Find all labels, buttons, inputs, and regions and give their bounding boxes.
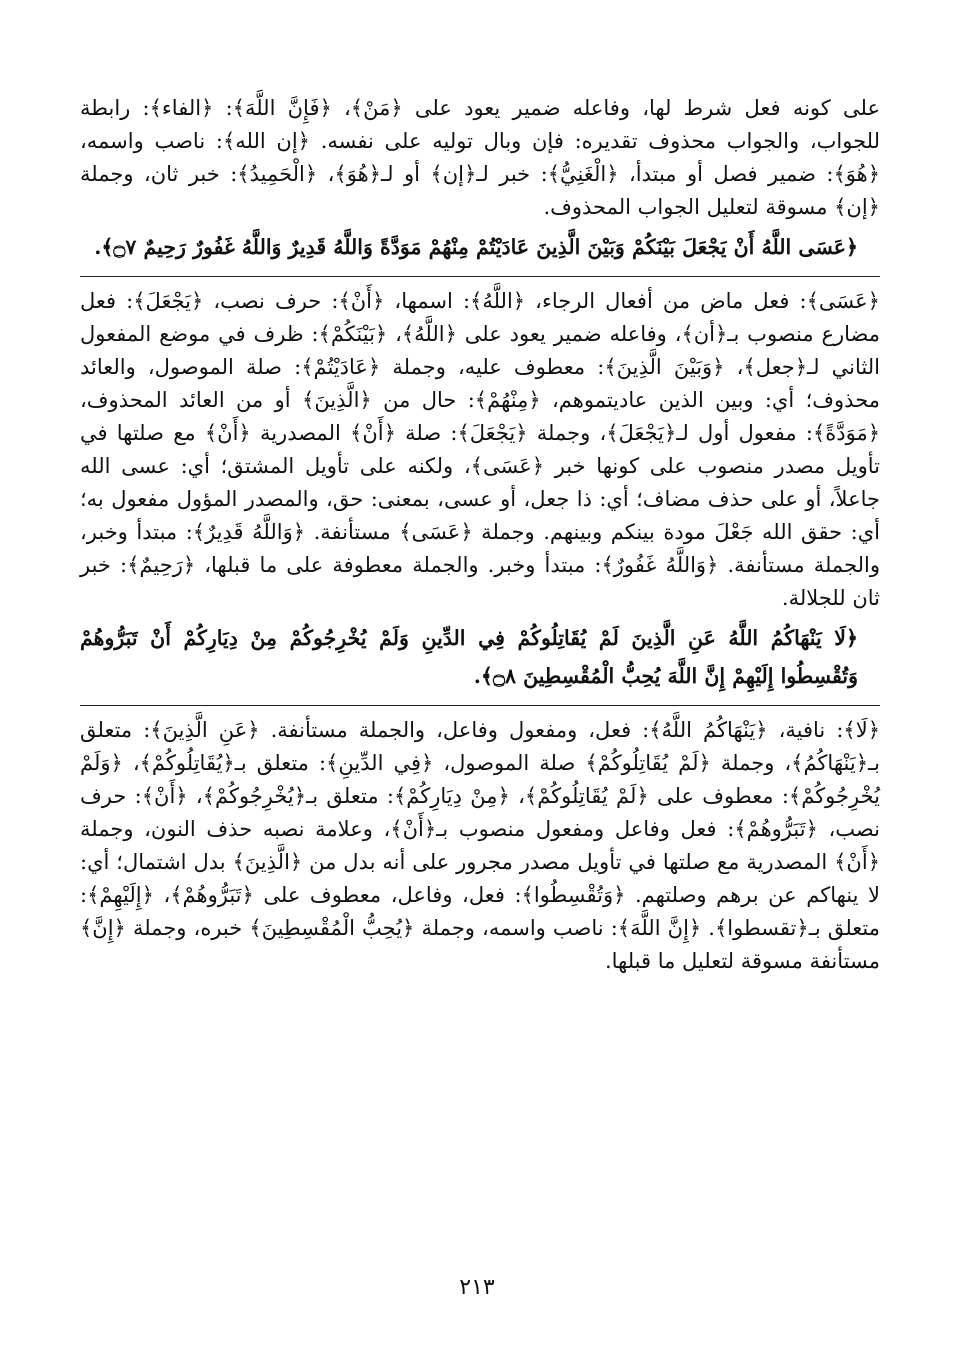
page-body: [80, 92, 880, 978]
commentary-paragraph-3: ﴿لَا﴾: نافية، ﴿يَنْهَاكُمُ اللَّهُ﴾: فعل، ومفعول وفاعل، والجملة مستأنفة. ﴿عَنِ الَّذِينَ﴾: متعلق بـ﴿يَنْهَاكُمُ﴾، وجملة ﴿لَمْ يُقَاتِلُوكُمْ﴾ صلة الموصول، ﴿فِي الدِّينِ﴾: متعلق بـ﴿يُقَاتِلُوكُمْ﴾، ﴿وَلَمْ يُخْرِجُوكُمْ﴾: معطوف على ﴿لَمْ يُقَاتِلُوكُمْ﴾، ﴿مِنْ دِيَارِكُمْ﴾: متعلق بـ﴿يُخْرِجُوكُمْ﴾، ﴿أَنْ﴾: حرف نصب، ﴿تَبَرُّوهُمْ﴾: فعل وفاعل ومفعول منصوب بـ﴿أَنْ﴾، وعلامة نصبه حذف النون، وجملة ﴿أَنْ﴾ المصدرية مع صلتها في تأويل مصدر مجرور على أنه بدل من ﴿الَّذِينَ﴾ بدل اشتمال؛ أي: لا ينهاكم عن برهم وصلتهم. ﴿وَتُقْسِطُوا﴾: فعل، وفاعل، معطوف على ﴿تَبَرُّوهُمْ﴾، ﴿إِلَيْهِمْ﴾: متعلق بـ﴿تقسطوا﴾. ﴿إِنَّ اللَّهَ﴾: ناصب واسمه، وجملة ﴿يُحِبُّ الْمُقْسِطِينَ﴾ خبره، وجملة ﴿إِنَّ﴾ مستأنفة مسوقة لتعليل ما قبلها.: [80, 718, 880, 973]
commentary-paragraph-2: ﴿عَسَى﴾: فعل ماض من أفعال الرجاء، ﴿اللَّهُ﴾: اسمها، ﴿أَنْ﴾: حرف نصب، ﴿يَجْعَلَ﴾: فعل مضارع منصوب بـ﴿أن﴾، وفاعله ضمير يعود على ﴿اللَّهُ﴾، ﴿بَيْنَكُمْ﴾: ظرف في موضع المفعول الثاني لـ﴿جعل﴾، ﴿وَبَيْنَ الَّذِينَ﴾: معطوف عليه، وجملة ﴿عَادَيْتُمْ﴾: صلة الموصول، والعائد محذوف؛ أي: وبين الذين عاديتموهم، ﴿مِنْهُمْ﴾: حال من ﴿الَّذِينَ﴾ أو من العائد المحذوف، ﴿مَوَدَّةً﴾: مفعول أول لـ﴿يَجْعَلَ﴾، وجملة ﴿يَجْعَلَ﴾: صلة ﴿أَنْ﴾ المصدرية ﴿أَنْ﴾ مع صلتها في تأويل مصدر منصوب على كونها خبر ﴿عَسَى﴾، ولكنه على تأويل المشتق؛ أي: عسى الله جاعلاً، أو على حذف مضاف؛ أي: ذا جعل، أو عسى، بمعنى: حق، والمصدر المؤول مفعول به؛ أي: حقق الله جَعْلَ مودة بينكم وبينهم. وجملة ﴿عَسَى﴾ مستأنفة. ﴿وَاللَّهُ قَدِيرٌ﴾: مبتدأ وخبر، والجملة مستأنفة. ﴿وَاللَّهُ غَفُورٌ﴾: مبتدأ وخبر. والجملة معطوفة على ما قبلها، ﴿رَحِيمٌ﴾: خبر ثان للجلالة.: [80, 289, 880, 610]
quran-verse-8: ﴿لَا يَنْهَاكُمُ اللَّهُ عَنِ الَّذِينَ لَمْ يُقَاتِلُوكُمْ فِي الدِّينِ وَلَمْ يُخْرِجُوكُمْ مِنْ دِيَارِكُمْ أَنْ تَبَرُّوهُمْ وَتُقْسِطُوا إِلَيْهِمْ إِنَّ اللَّهَ يُحِبُّ الْمُقْسِطِينَ ۝٨﴾.: [80, 626, 858, 688]
quran-verse-7: ﴿عَسَى اللَّهُ أَنْ يَجْعَلَ بَيْنَكُمْ وَبَيْنَ الَّذِينَ عَادَيْتُمْ مِنْهُمْ مَوَدَّةً وَاللَّهُ قَدِيرٌ وَاللَّهُ غَفُورٌ رَحِيمٌ ۝٧﴾.: [94, 235, 858, 259]
section-divider-2: [80, 705, 880, 706]
section-divider-1: [80, 276, 880, 277]
page-number: ٢١٣: [459, 1275, 495, 1300]
commentary-paragraph-1: على كونه فعل شرط لها، وفاعله ضمير يعود على ﴿مَنْ﴾، ﴿فَإِنَّ اللَّهَ﴾: ﴿الفاء﴾: رابطة للجواب، والجواب محذوف تقديره: فإن وبال توليه على نفسه. ﴿إن الله﴾: ناصب واسمه، ﴿هُوَ﴾: ضمير فصل أو مبتدأ، ﴿الْغَنِيُّ﴾: خبر لـ﴿إن﴾ أو لـ﴿هُوَ﴾، ﴿الْحَمِيدُ﴾: خبر ثان، وجملة ﴿إن﴾ مسوقة لتعليل الجواب المحذوف.: [80, 96, 880, 219]
